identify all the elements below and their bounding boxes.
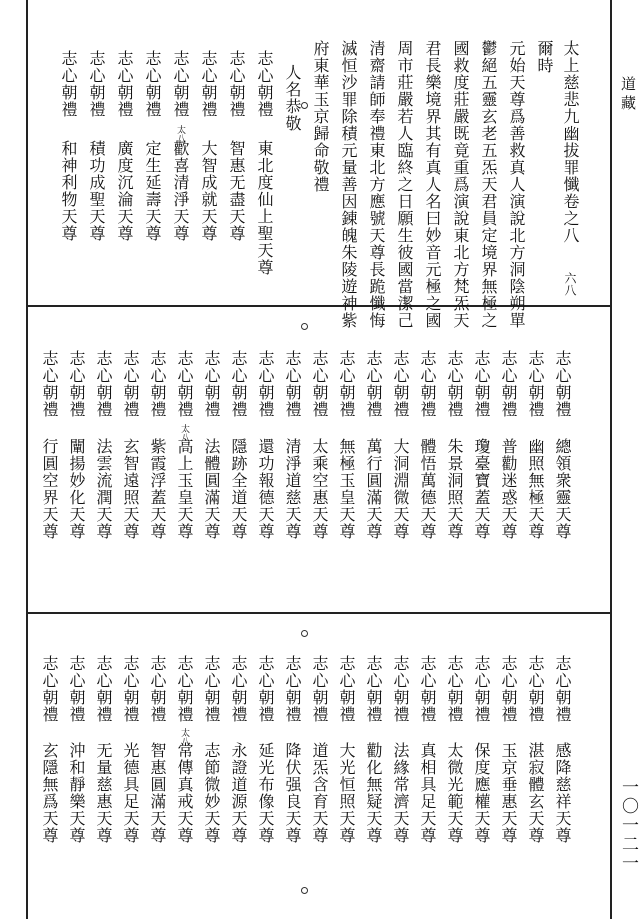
worship-prefix: 志心朝禮 [256,655,275,723]
worship-prefix: 志心朝禮 [40,655,59,723]
worship-prefix: 志心朝禮 [143,50,162,118]
worship-prefix: 志心朝禮 [227,50,246,118]
text-column: 國救度莊嚴既竟重爲演說東北方梵炁天 [451,40,470,329]
text-column: 滅恒沙罪除積元量善因錬魄朱陵遊神紫 [339,40,358,329]
worship-prefix: 志心朝禮 [337,655,356,723]
worship-prefix: 志心朝禮 [445,350,464,418]
worship-prefix: 志心朝禮 [59,50,78,118]
deity-name: 降伏强良天尊 [283,742,302,844]
deity-name: 沖和靜樂天尊 [67,742,86,844]
deity-name: 保度應權天尊 [472,742,491,844]
text-column: 君長樂境界其有真人名曰妙音元極之國 [423,40,442,329]
deity-name: 清淨道慈天尊 [283,438,302,540]
deity-name: 朱景洞照天尊 [445,438,464,540]
worship-prefix: 志心朝禮 [283,350,302,418]
text-column: 鬱絕五靈玄老五炁天君員定境界無極之 [479,40,498,329]
deity-name: 玄隱無爲天尊 [40,742,59,844]
worship-prefix: 志心朝禮 [472,655,491,723]
folio-mark: 六八 [563,272,577,296]
deity-name: 法雲流潤天尊 [94,438,113,540]
worship-prefix: 志心朝禮 [418,655,437,723]
worship-prefix: 志心朝禮 [553,655,572,723]
worship-prefix: 志心朝禮 [526,655,545,723]
deity-name: 還功報德天尊 [256,438,275,540]
worship-prefix: 志心朝禮 [364,350,383,418]
text-column: 府東華玉京歸命敬禮 [311,40,330,193]
deity-name: 高上玉皇天尊 [175,438,194,540]
worship-prefix: 志心朝禮 [229,655,248,723]
worship-prefix: 志心朝禮 [256,350,275,418]
worship-prefix: 志心朝禮 [310,350,329,418]
deity-name: 普勸迷惑天尊 [499,438,518,540]
deity-name: 無極玉皇天尊 [337,438,356,540]
scroll-title: 太上慈悲九幽拔罪懺卷之八 [561,40,580,244]
worship-prefix: 志心朝禮 [87,50,106,118]
collection-title: 道藏 [619,76,637,114]
text-column: 爾時 [535,40,554,74]
deity-name: 感降慈祥天尊 [553,742,572,844]
worship-prefix: 志心朝禮 [445,655,464,723]
worship-prefix: 志心朝禮 [202,655,221,723]
deity-name: 大智成就天尊 [199,140,218,242]
deity-name: 隱跡全道天尊 [229,438,248,540]
worship-prefix: 志心朝禮 [526,350,545,418]
deity-name: 光德具足天尊 [121,742,140,844]
worship-prefix: 志心朝禮 [67,655,86,723]
text-column: 周市莊嚴若人臨終之日願生彼國當潔己 [395,40,414,329]
binding-ring-icon [301,887,308,894]
panel-divider-2 [26,612,612,614]
worship-prefix: 志心朝禮 [553,350,572,418]
worship-prefix: 志心朝禮 [337,350,356,418]
worship-prefix: 志心朝禮 [121,655,140,723]
deity-name: 延光布像天尊 [256,742,275,844]
deity-name: 東北度仙上聖天尊 [255,140,274,276]
worship-prefix: 志心朝禮 [391,655,410,723]
worship-prefix: 志心朝禮 [499,655,518,723]
deity-name: 无量慈惠天尊 [94,742,113,844]
worship-prefix: 志心朝禮 [391,350,410,418]
binding-ring-icon [301,323,308,330]
worship-prefix: 志心朝禮 [175,350,194,418]
deity-name: 幽照無極天尊 [526,438,545,540]
worship-prefix: 志心朝禮 [255,50,274,118]
signature-mark: 太八 [175,125,185,143]
worship-prefix: 志心朝禮 [67,350,86,418]
deity-name: 萬行圓滿天尊 [364,438,383,540]
deity-name: 總領衆靈天尊 [553,438,572,540]
worship-prefix: 志心朝禮 [202,350,221,418]
deity-name: 紫霞浮蓋天尊 [148,438,167,540]
text-column: 清齋請師奉禮東北方應號天尊長跪懺悔 [367,40,386,329]
signature-mark: 太八 [179,424,189,442]
deity-name: 積功成聖天尊 [87,140,106,242]
deity-name: 大光恒照天尊 [337,742,356,844]
deity-name: 道炁含育天尊 [310,742,329,844]
deity-name: 體悟萬德天尊 [418,438,437,540]
deity-name: 法緣常濟天尊 [391,742,410,844]
signature-mark: 太八 [179,728,189,746]
worship-prefix: 志心朝禮 [148,350,167,418]
worship-prefix: 志心朝禮 [418,350,437,418]
deity-name: 大洞淵微天尊 [391,438,410,540]
deity-name: 湛寂體玄天尊 [526,742,545,844]
worship-prefix: 志心朝禮 [175,655,194,723]
section-heading: 人名恭敬 [283,64,302,132]
deity-name: 瓊臺寶蓋天尊 [472,438,491,540]
worship-prefix: 志心朝禮 [115,50,134,118]
worship-prefix: 志心朝禮 [94,655,113,723]
page-number: 一〇一二一 [618,778,638,873]
binding-ring-icon [301,630,308,637]
worship-prefix: 志心朝禮 [229,350,248,418]
worship-prefix: 志心朝禮 [364,655,383,723]
deity-name: 定生延壽天尊 [143,140,162,242]
worship-prefix: 志心朝禮 [310,655,329,723]
worship-prefix: 志心朝禮 [499,350,518,418]
text-column: 元始天尊爲善救真人演說北方洞陰朔單 [507,40,526,329]
deity-name: 太乘空惠天尊 [310,438,329,540]
worship-prefix: 志心朝禮 [148,655,167,723]
deity-name: 和神利物天尊 [59,140,78,242]
worship-prefix: 志心朝禮 [94,350,113,418]
deity-name: 玉京垂惠天尊 [499,742,518,844]
worship-prefix: 志心朝禮 [472,350,491,418]
deity-name: 廣度沉淪天尊 [115,140,134,242]
deity-name: 玄智遠照天尊 [121,438,140,540]
deity-name: 智惠无盡天尊 [227,140,246,242]
worship-prefix: 志心朝禮 [283,655,302,723]
deity-name: 永證道源天尊 [229,742,248,844]
worship-prefix: 志心朝禮 [40,350,59,418]
deity-name: 太微光範天尊 [445,742,464,844]
deity-name: 智惠圓滿天尊 [148,742,167,844]
deity-name: 志節微妙天尊 [202,742,221,844]
deity-name: 歡喜清淨天尊 [171,140,190,242]
deity-name: 真相具足天尊 [418,742,437,844]
deity-name: 行圓空界天尊 [40,438,59,540]
worship-prefix: 志心朝禮 [171,50,190,118]
deity-name: 勸化無疑天尊 [364,742,383,844]
deity-name: 常傳真戒天尊 [175,742,194,844]
deity-name: 法體圓滿天尊 [202,438,221,540]
worship-prefix: 志心朝禮 [199,50,218,118]
deity-name: 闡揚妙化天尊 [67,438,86,540]
worship-prefix: 志心朝禮 [121,350,140,418]
